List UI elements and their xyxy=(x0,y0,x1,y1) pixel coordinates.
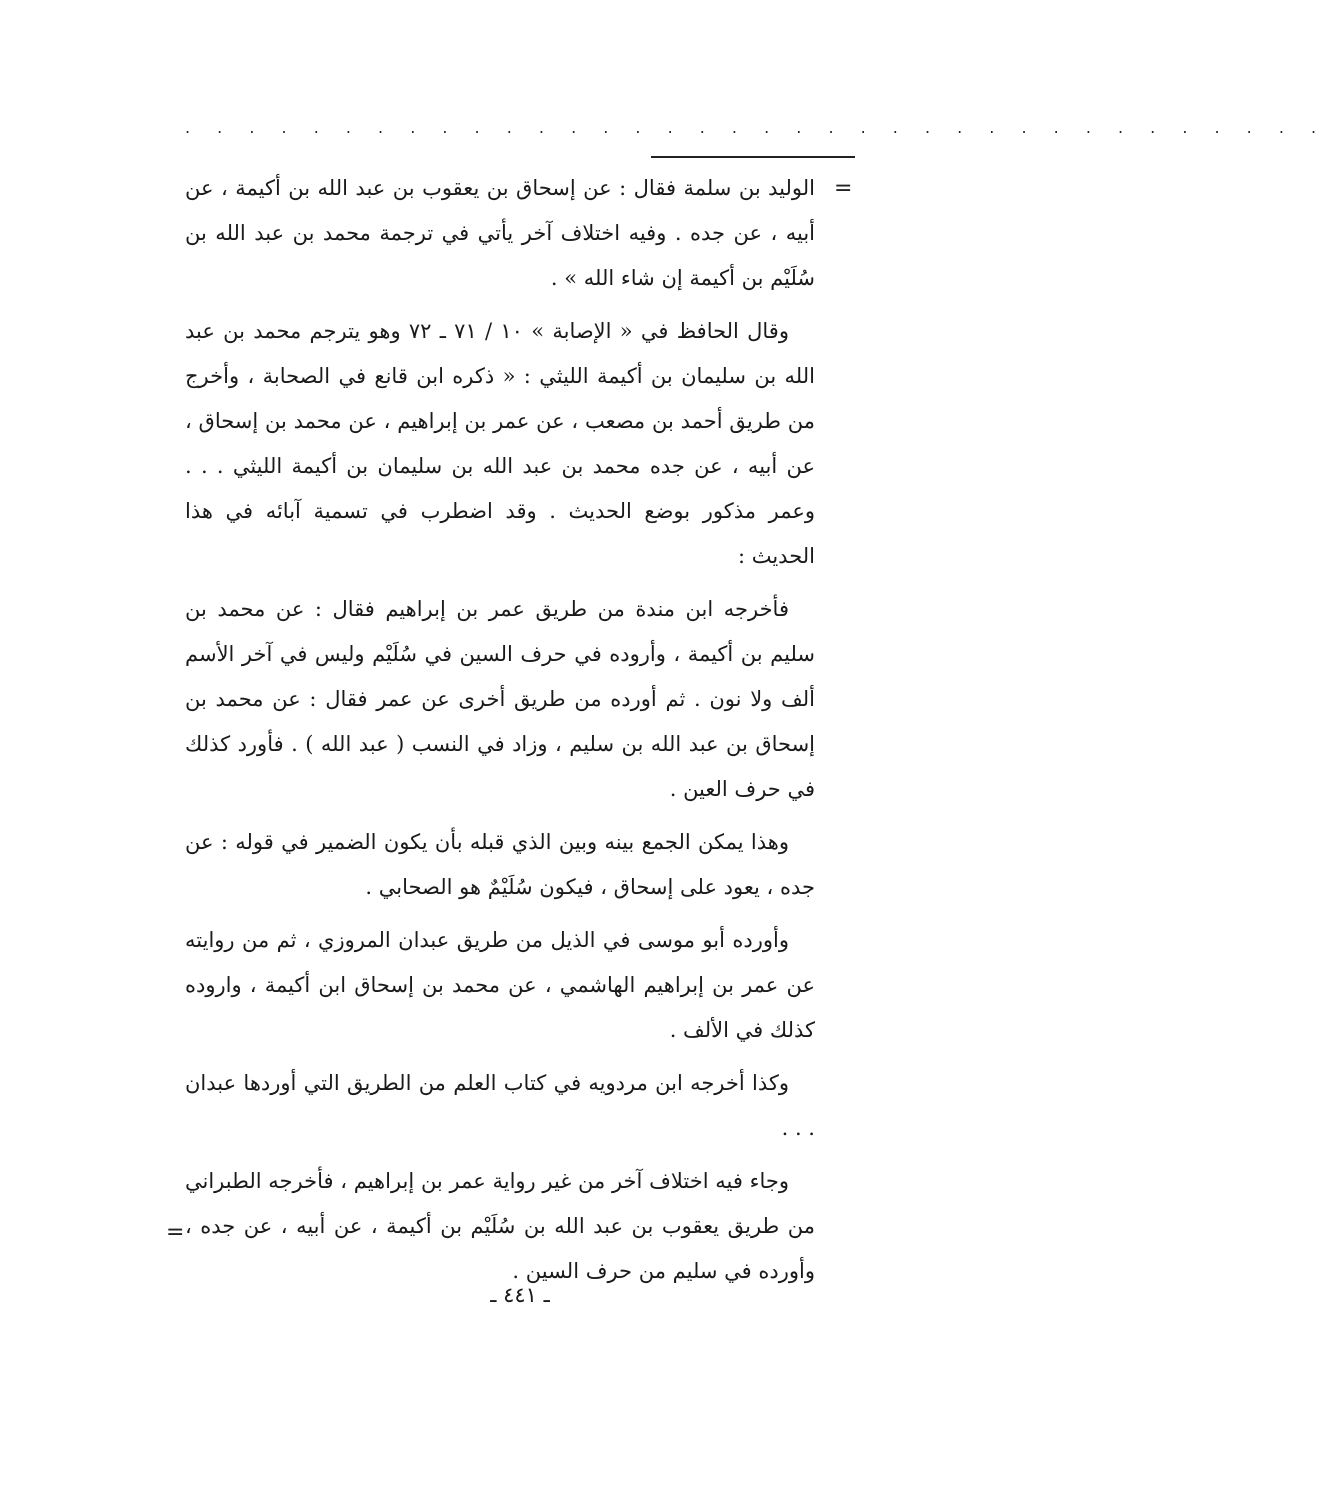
paragraph-ibn-mardawayh: وكذا أخرجه ابن مردويه في كتاب العلم من الطريق التي أوردها عبدان . . . xyxy=(185,1071,815,1140)
page-number: ـ ٤٤١ ـ xyxy=(490,1283,550,1307)
continuation-mark-top: = xyxy=(834,176,853,201)
continuation-mark-bottom: = xyxy=(166,1220,185,1245)
paragraph-tabarani: وجاء فيه اختلاف آخر من غير رواية عمر بن إبراهيم ، فأخرجه الطبراني من طريق يعقوب بن عبد الله بن سُلَيْم بن أكيمة ، عن أبيه ، عن جده ، وأورده في سليم من حرف السين . xyxy=(185,1169,815,1283)
paragraph-reconciliation: وهذا يمكن الجمع بينه وبين الذي قبله بأن يكون الضمير في قوله : عن جده ، يعود على إسحاق ، فيكون سُلَيْمٌ هو الصحابي . xyxy=(185,830,815,899)
paragraph-hafiz-isaba: وقال الحافظ في « الإصابة » ١٠ / ٧١ ـ ٧٢ وهو يترجم محمد بن عبد الله بن سليمان بن أكيمة الليثي : « ذكره ابن قانع في الصحابة ، وأخرج من طريق أحمد بن مصعب ، عن عمر بن إبراهيم ، عن محمد بن إسحاق ، عن أبيه ، عن جده محمد بن عبد الله بن سليمان بن أكيمة الليثي . . . وعمر مذكور بوضع الحديث . وقد اضطرب في تسمية آبائه في هذا الحديث : xyxy=(185,319,815,568)
paragraph-abu-musa: وأورده أبو موسى في الذيل من طريق عبدان المروزي ، ثم من روايته عن عمر بن إبراهيم الهاشمي ، عن محمد بن إسحاق ابن أكيمة ، واروده كذلك في الألف . xyxy=(185,928,815,1042)
header-dotted-line: . . . . . . . . . . . . . . . . . . . . . . . . . . . . . . . . . . . . xyxy=(185,118,1327,137)
footnote-text-body xyxy=(185,166,815,1302)
paragraph-ibn-manda: فأخرجه ابن مندة من طريق عمر بن إبراهيم فقال : عن محمد بن سليم بن أكيمة ، وأروده في حرف السين في سُلَيْم وليس في آخر الأسم ألف ولا نون . ثم أورده من طريق أخرى عن عمر فقال : عن محمد بن إسحاق بن عبد الله بن سليم ، وزاد في النسب ( عبد الله ) . فأورد كذلك في حرف العين . xyxy=(185,597,815,801)
header-rule xyxy=(651,156,855,158)
paragraph-continuation: الوليد بن سلمة فقال : عن إسحاق بن يعقوب بن عبد الله بن أكيمة ، عن أبيه ، عن جده . وفيه اختلاف آخر يأتي في ترجمة محمد بن عبد الله بن سُلَيْم بن أكيمة إن شاء الله » . xyxy=(185,176,815,290)
